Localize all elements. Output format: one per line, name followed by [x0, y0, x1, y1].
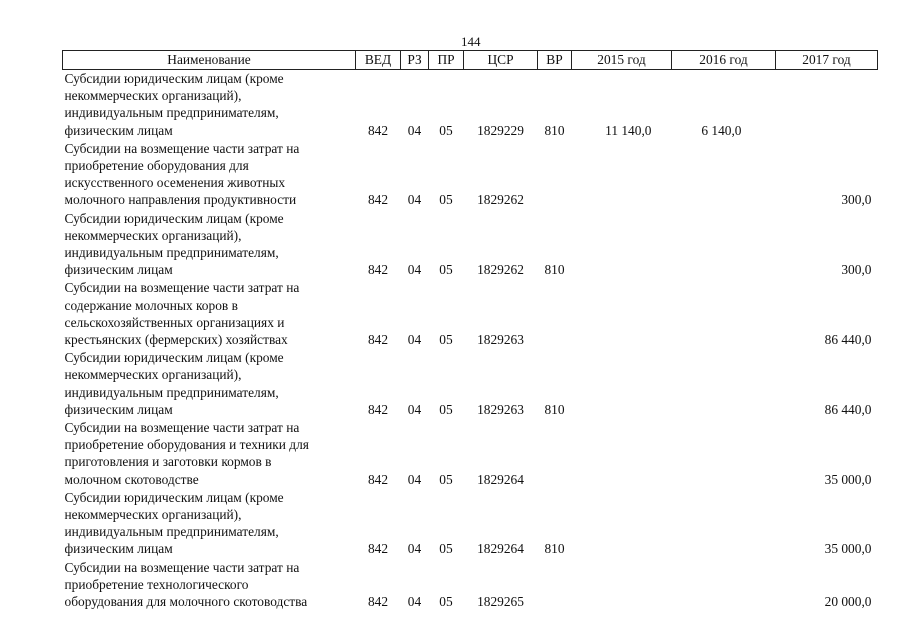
cell-name-line: приобретение технологического	[64, 576, 249, 592]
cell-2017: 20 000,0	[824, 594, 872, 610]
cell-name	[63, 419, 356, 489]
cell-rz: 04	[407, 332, 422, 348]
cell-rz: 04	[407, 471, 422, 487]
cell-2017: 300,0	[841, 192, 872, 208]
cell-name-line: некоммерческих организаций),	[64, 507, 242, 523]
cell-rz: 04	[407, 594, 422, 610]
cell-name	[63, 279, 356, 349]
cell-name-line: приобретение оборудования и техники для	[64, 437, 309, 453]
header-2015: 2015 год	[572, 51, 672, 70]
cell-rz: 04	[407, 122, 422, 138]
cell-vr	[538, 140, 572, 210]
cell-pr: 05	[439, 471, 453, 487]
cell-2017: 300,0	[841, 262, 872, 278]
cell-csr: 1829262	[477, 192, 524, 208]
table-row	[63, 419, 878, 489]
cell-name-line: приготовления и заготовки кормов в	[64, 454, 272, 470]
cell-name-line: физическим лицам	[64, 401, 173, 417]
cell-vr	[538, 419, 572, 489]
cell-name-line: сельскохозяйственных организациях и	[64, 314, 285, 330]
header-vr: ВР	[538, 51, 572, 70]
cell-rz: 04	[407, 192, 422, 208]
cell-vr: 810	[544, 541, 565, 557]
cell-pr: 05	[439, 122, 453, 138]
cell-2015	[572, 349, 672, 419]
cell-name-line: Субсидии юридическим лицам (кроме	[64, 210, 284, 226]
header-name: Наименование	[63, 51, 356, 70]
cell-vr: 810	[544, 122, 565, 138]
table-row	[63, 70, 878, 140]
table-row	[63, 349, 878, 419]
cell-ved: 842	[367, 541, 389, 557]
cell-name-line: физическим лицам	[64, 262, 173, 278]
table-row	[63, 140, 878, 210]
cell-name	[63, 140, 356, 210]
cell-2015: 11 140,0	[605, 122, 652, 138]
cell-2016: 6 140,0	[701, 122, 742, 138]
cell-2016	[672, 210, 776, 280]
cell-rz: 04	[407, 541, 422, 557]
table-body	[63, 70, 878, 612]
cell-2017: 86 440,0	[824, 401, 872, 417]
cell-name-line: индивидуальным предпринимателям,	[64, 245, 279, 261]
cell-ved: 842	[367, 262, 389, 278]
cell-csr: 1829263	[477, 401, 524, 417]
table-header-row	[63, 51, 878, 70]
cell-2016	[672, 140, 776, 210]
cell-name-line: индивидуальным предпринимателям,	[64, 384, 279, 400]
cell-ved: 842	[367, 471, 389, 487]
cell-2015	[572, 279, 672, 349]
cell-2015	[572, 489, 672, 559]
header-2016: 2016 год	[672, 51, 776, 70]
cell-name-line: молочном скотоводстве	[64, 471, 199, 487]
cell-ved: 842	[367, 401, 389, 417]
cell-name-line: некоммерческих организаций),	[64, 88, 242, 104]
cell-2016	[672, 349, 776, 419]
cell-pr: 05	[439, 262, 453, 278]
cell-name	[63, 210, 356, 280]
budget-table	[62, 50, 878, 611]
cell-2016	[672, 559, 776, 612]
cell-2017: 86 440,0	[824, 332, 872, 348]
table-row	[63, 559, 878, 612]
cell-name-line: физическим лицам	[64, 122, 173, 138]
header-2017: 2017 год	[776, 51, 878, 70]
header-ved: ВЕД	[356, 51, 401, 70]
cell-pr: 05	[439, 401, 453, 417]
cell-name-line: Субсидии юридическим лицам (кроме	[64, 489, 284, 505]
page-number: 144	[461, 34, 481, 49]
cell-2015	[572, 140, 672, 210]
cell-rz: 04	[407, 401, 422, 417]
cell-name-line: приобретение оборудования для	[64, 158, 249, 174]
cell-name-line: искусственного осеменения животных	[64, 175, 286, 191]
cell-csr: 1829265	[477, 594, 524, 610]
cell-name	[63, 559, 356, 612]
cell-name-line: некоммерческих организаций),	[64, 367, 242, 383]
cell-name-line: некоммерческих организаций),	[64, 227, 242, 243]
cell-pr: 05	[439, 332, 453, 348]
cell-name	[63, 349, 356, 419]
cell-ved: 842	[367, 594, 389, 610]
header-rz: РЗ	[401, 51, 429, 70]
cell-name-line: крестьянских (фермерских) хозяйствах	[64, 332, 288, 348]
cell-name-line: Субсидии на возмещение части затрат на	[64, 280, 300, 296]
cell-2017: 35 000,0	[824, 471, 872, 487]
cell-csr: 1829229	[477, 122, 524, 138]
table-row	[63, 279, 878, 349]
header-pr: ПР	[429, 51, 464, 70]
cell-2016	[672, 489, 776, 559]
cell-vr	[538, 559, 572, 612]
cell-ved: 842	[367, 192, 389, 208]
cell-2015	[572, 210, 672, 280]
cell-name-line: Субсидии на возмещение части затрат на	[64, 559, 300, 575]
cell-2017: 35 000,0	[824, 541, 872, 557]
cell-name-line: Субсидии на возмещение части затрат на	[64, 420, 300, 436]
cell-name-line: Субсидии на возмещение части затрат на	[64, 140, 300, 156]
cell-rz: 04	[407, 262, 422, 278]
header-csr: ЦСР	[464, 51, 538, 70]
cell-vr: 810	[544, 401, 565, 417]
cell-name	[63, 70, 356, 140]
cell-name-line: индивидуальным предпринимателям,	[64, 105, 279, 121]
cell-name	[63, 489, 356, 559]
cell-csr: 1829262	[477, 262, 524, 278]
cell-name-line: молочного направления продуктивности	[64, 192, 297, 208]
cell-name-line: Субсидии юридическим лицам (кроме	[64, 350, 284, 366]
cell-pr: 05	[439, 594, 453, 610]
cell-csr: 1829263	[477, 332, 524, 348]
cell-2016	[672, 279, 776, 349]
cell-name-line: физическим лицам	[64, 541, 173, 557]
cell-2016	[672, 419, 776, 489]
cell-ved: 842	[367, 332, 389, 348]
cell-name-line: оборудования для молочного скотоводства	[64, 594, 308, 610]
cell-csr: 1829264	[477, 471, 524, 487]
table-row	[63, 210, 878, 280]
cell-name-line: Субсидии юридическим лицам (кроме	[64, 71, 284, 86]
cell-vr: 810	[544, 262, 565, 278]
cell-name-line: содержание молочных коров в	[64, 297, 238, 313]
cell-2017	[776, 70, 878, 140]
cell-name-line: индивидуальным предпринимателям,	[64, 524, 279, 540]
cell-2015	[572, 419, 672, 489]
cell-ved: 842	[367, 122, 389, 138]
cell-2015	[572, 559, 672, 612]
table-row	[63, 489, 878, 559]
cell-csr: 1829264	[477, 541, 524, 557]
cell-vr	[538, 279, 572, 349]
cell-pr: 05	[439, 192, 453, 208]
cell-pr: 05	[439, 541, 453, 557]
